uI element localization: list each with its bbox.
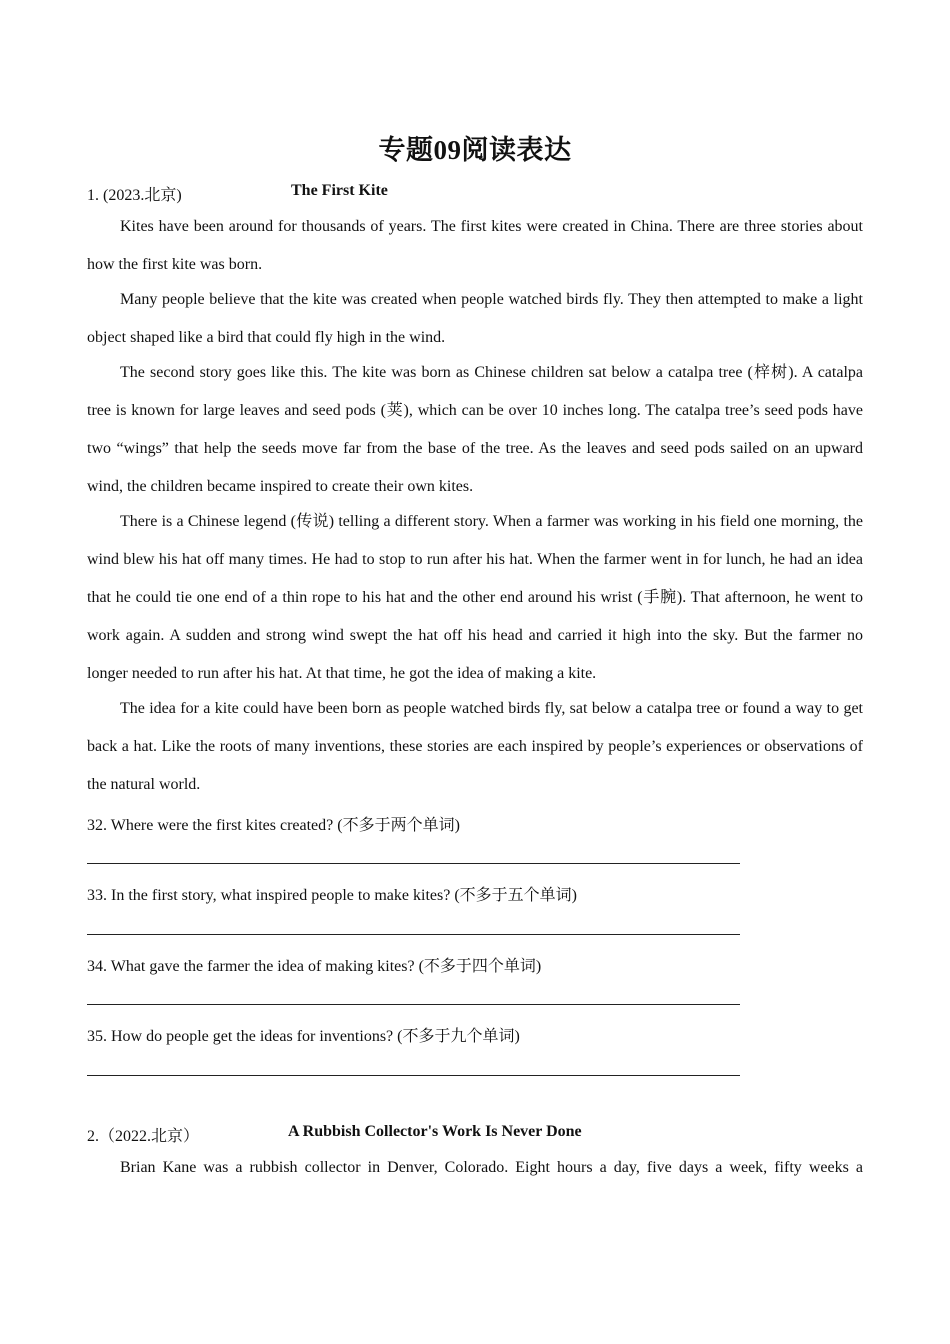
paragraph: The idea for a kite could have been born as people watched birds fly, sat below a catalpa tree or found a way to get back a hat. Like the roots of many inventions, these stories are each inspired by people’s experiences or observations of the natural world. <box>87 700 863 793</box>
passage1-body <box>87 208 863 801</box>
question-34: 34. What gave the farmer the idea of making kites? (不多于四个单词) <box>87 958 542 975</box>
passage2-title: A Rubbish Collector's Work Is Never Done <box>288 1123 582 1140</box>
answer-line-33[interactable] <box>87 934 740 935</box>
answer-line-34[interactable] <box>87 1004 740 1005</box>
passage1-title: The First Kite <box>291 182 388 199</box>
question-33: 33. In the first story, what inspired people to make kites? (不多于五个单词) <box>87 887 577 904</box>
passage2-heading <box>87 1123 582 1146</box>
passage1-number: 1. (2023.北京) <box>87 187 182 204</box>
passage2-body <box>87 1149 863 1184</box>
paragraph: Brian Kane was a rubbish collector in Denver, Colorado. Eight hours a day, five days a week, fifty weeks a <box>120 1159 863 1176</box>
paragraph: There is a Chinese legend (传说) telling a different story. When a farmer was working in his field one morning, the wind blew his hat off many times. He had to stop to run after his hat. When the farmer went in for lunch, he had an idea that he could tie one end of a thin rope to his hat and the other end around his wrist (手腕). That afternoon, he went to work again. A sudden and strong wind swept the hat off his head and carried it high into the sky. But the farmer no longer needed to run after his hat. At that time, he got the idea of making a kite. <box>87 513 863 682</box>
paragraph: The second story goes like this. The kite was born as Chinese children sat below a catalpa tree (梓树). A catalpa tree is known for large leaves and seed pods (荚), which can be over 10 inches long. The catalpa tree’s seed pods have two “wings” that help the seeds move far from the base of the tree. As the leaves and seed pods sailed on an upward wind, the children became inspired to create their own kites. <box>87 364 863 495</box>
paragraph: Many people believe that the kite was created when people watched birds fly. They then attempted to make a light object shaped like a bird that could fly high in the wind. <box>87 291 863 346</box>
answer-line-35[interactable] <box>87 1075 740 1076</box>
question-32: 32. Where were the first kites created? (不多于两个单词) <box>87 817 460 834</box>
page-title: 专题09阅读表达 <box>378 135 572 165</box>
passage1-heading <box>87 182 388 205</box>
paragraph: Kites have been around for thousands of years. The first kites were created in China. There are three stories about how the first kite was born. <box>87 218 863 273</box>
answer-line-32[interactable] <box>87 863 740 864</box>
question-35: 35. How do people get the ideas for inventions? (不多于九个单词) <box>87 1028 520 1045</box>
passage2-number: 2.（2022.北京） <box>87 1128 200 1145</box>
